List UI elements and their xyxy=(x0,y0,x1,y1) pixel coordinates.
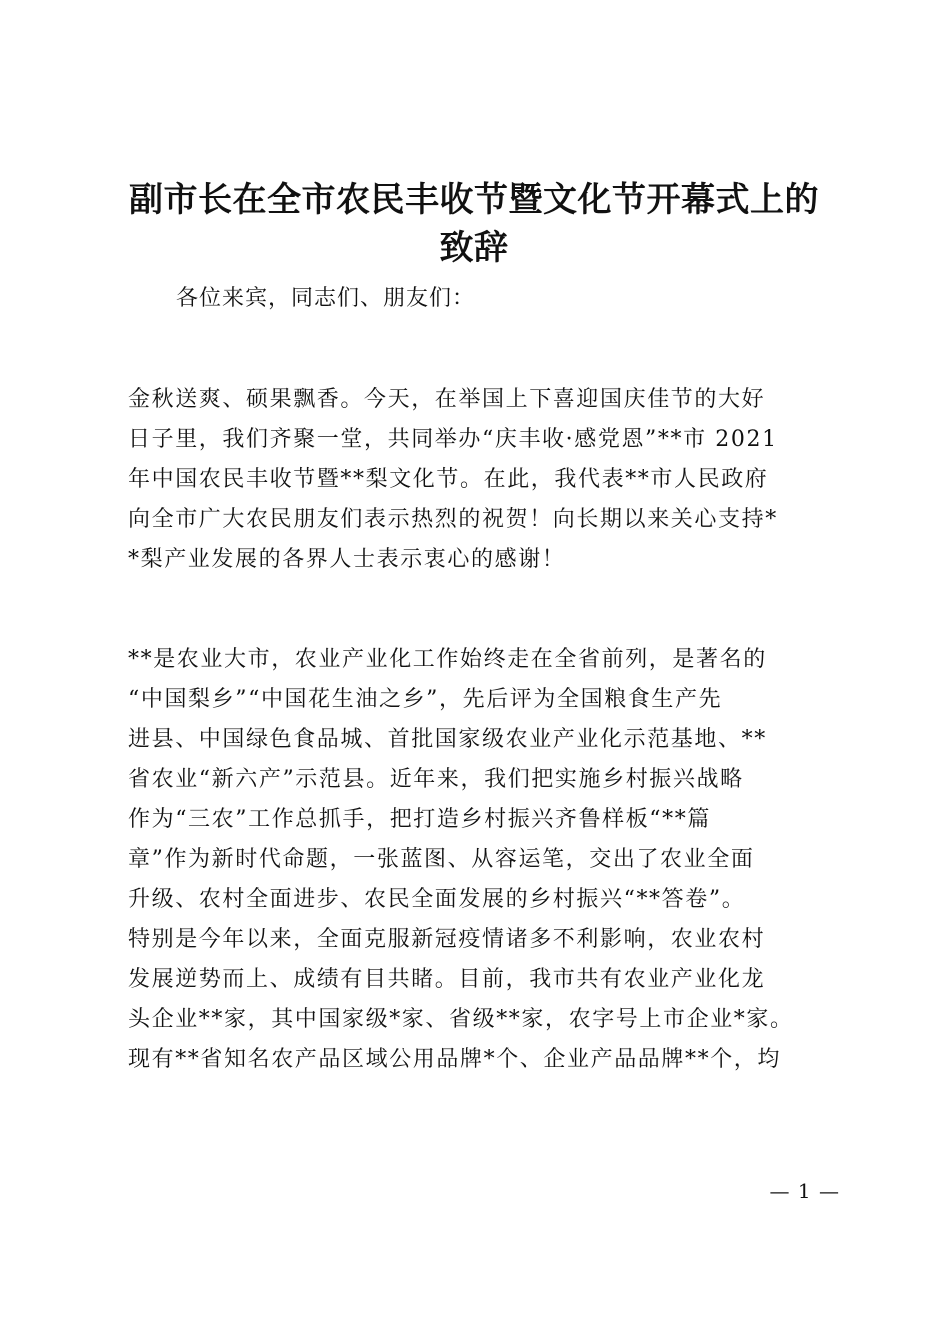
document-title xyxy=(118,176,830,272)
paragraph-line: 作为“三农”工作总抓手，把打造乡村振兴齐鲁样板“**篇 xyxy=(128,807,711,832)
paragraph-line: 进县、中国绿色食品城、首批国家级农业产业化示范基地、** xyxy=(128,727,767,752)
paragraph-line: 向全市广大农民朋友们表示热烈的祝贺！向长期以来关心支持* xyxy=(128,507,778,532)
paragraph-line: “中国梨乡”“中国花生油之乡”，先后评为全国粮食生产先 xyxy=(128,687,723,712)
paragraph-line: 省农业“新六产”示范县。近年来，我们把实施乡村振兴战略 xyxy=(128,767,744,792)
salutation: 各位来宾，同志们、朋友们： xyxy=(176,286,476,311)
paragraph-line: 头企业**家，其中国家级*家、省级**家，农字号上市企业*家。 xyxy=(128,1007,794,1032)
paragraph-line: 日子里，我们齐聚一堂，共同举办“庆丰收·感党恩”**市 2021 xyxy=(128,427,778,452)
paragraph-line: 金秋送爽、硕果飘香。今天，在举国上下喜迎国庆佳节的大好 xyxy=(128,387,766,412)
page-number: — 1 — xyxy=(769,1179,840,1203)
paragraph-line: **是农业大市，农业产业化工作始终走在全省前列，是著名的 xyxy=(128,647,767,672)
paragraph-line: 升级、农村全面进步、农民全面发展的乡村振兴“**答卷”。 xyxy=(128,887,746,912)
paragraph-line: 特别是今年以来，全面克服新冠疫情诸多不利影响，农业农村 xyxy=(128,927,766,952)
paragraph-1 xyxy=(128,380,834,580)
paragraph-line: 章”作为新时代命题，一张蓝图、从容运笔，交出了农业全面 xyxy=(128,847,755,872)
paragraph-line: 现有**省知名农产品区域公用品牌*个、企业产品品牌**个，均 xyxy=(128,1047,782,1072)
paragraph-line: *梨产业发展的各界人士表示衷心的感谢！ xyxy=(128,547,566,572)
paragraph-line: 年中国农民丰收节暨**梨文化节。在此，我代表**市人民政府 xyxy=(128,467,769,492)
title-line-1: 副市长在全市农民丰收节暨文化节开幕式上的 xyxy=(129,180,819,220)
paragraph-2 xyxy=(128,640,834,1080)
title-line-2: 致辞 xyxy=(439,228,509,268)
paragraph-line: 发展逆势而上、成绩有目共睹。目前，我市共有农业产业化龙 xyxy=(128,967,766,992)
